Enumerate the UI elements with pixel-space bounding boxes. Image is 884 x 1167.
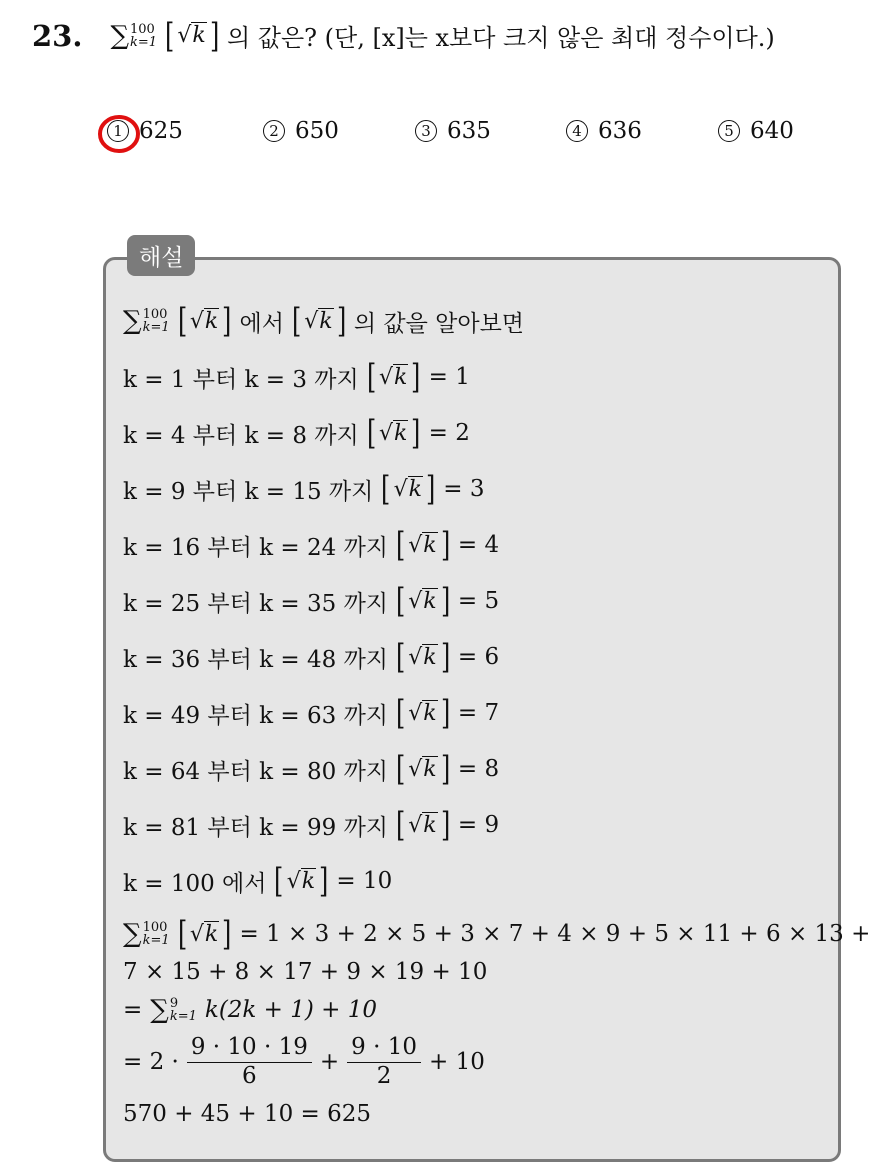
floor-sqrt-k: [ √k ]	[165, 15, 219, 56]
choice-number: 2	[263, 120, 285, 142]
final-answer-line: 570 + 45 + 10 = 625	[123, 1101, 372, 1127]
range-line: k = 100 에서 [ √k ] = 10	[123, 861, 393, 901]
choice-value: 650	[295, 118, 339, 144]
range-lines	[123, 349, 870, 909]
choice-value: 635	[447, 118, 491, 144]
range-line: k = 81 부터 k = 99 까지 [ √k ] = 9	[123, 805, 500, 845]
question-text	[110, 15, 775, 56]
choice-value: 636	[598, 118, 642, 144]
choice-3[interactable]	[415, 118, 491, 144]
choice-5[interactable]	[718, 118, 794, 144]
choice-number: 5	[718, 120, 740, 142]
choice-4[interactable]	[566, 118, 642, 144]
solution-intro: ∑ 100 k=1 [ √k ] 에서 [ √k ] 의 값을 알아보면	[123, 301, 525, 341]
sigma-symbol: ∑ 100 k=1	[110, 20, 158, 51]
range-line: k = 25 부터 k = 35 까지 [ √k ] = 5	[123, 581, 500, 621]
question-number: 23.	[32, 18, 83, 53]
range-line: k = 4 부터 k = 8 까지 [ √k ] = 2	[123, 413, 470, 453]
sum-line-4: = 2 · $\frac{9 \cdot 10 \cdot 19}{6}$ + $\frac{9 \cdot 10}{2}$ + 10	[123, 1033, 485, 1089]
range-line: k = 1 부터 k = 3 까지 [ √k ] = 1	[123, 357, 470, 397]
fraction-2: $\frac{9 \cdot 10}{2}$	[347, 1034, 421, 1090]
choice-value: 640	[750, 118, 794, 144]
range-line: k = 36 부터 k = 48 까지 [ √k ] = 6	[123, 637, 500, 677]
solution-lines	[123, 293, 870, 1133]
choice-2[interactable]	[263, 118, 339, 144]
question-tail: 의 값은? (단, [x]는 x보다 크지 않은 최대 정수이다.)	[226, 24, 775, 52]
range-line: k = 16 부터 k = 24 까지 [ √k ] = 4	[123, 525, 500, 565]
choice-number: 3	[415, 120, 437, 142]
choice-number: 4	[566, 120, 588, 142]
answer-choices	[0, 118, 884, 154]
range-line: k = 64 부터 k = 80 까지 [ √k ] = 8	[123, 749, 500, 789]
sum-line-2: 7 × 15 + 8 × 17 + 9 × 19 + 10	[123, 959, 488, 985]
range-line: k = 9 부터 k = 15 까지 [ √k ] = 3	[123, 469, 485, 509]
sum-line-1: ∑ 100 k=1 [ √k ] = 1 × 3 + 2 × 5 + 3 × 7 + 4 × 9 + 5 × 11 + 6 × 13 +	[123, 914, 871, 954]
choice-number: 1	[107, 120, 129, 142]
fraction-1: $\frac{9 \cdot 10 \cdot 19}{6}$	[187, 1034, 312, 1090]
sum-line-3: = ∑ 9 k=1 k(2k + 1) + 10	[123, 995, 378, 1025]
choice-value: 625	[139, 118, 183, 144]
question-row	[32, 15, 775, 56]
choice-1[interactable]	[107, 118, 183, 144]
solution-tag: 해설	[127, 235, 195, 276]
range-line: k = 49 부터 k = 63 까지 [ √k ] = 7	[123, 693, 500, 733]
red-circle-mark-icon	[97, 110, 145, 158]
